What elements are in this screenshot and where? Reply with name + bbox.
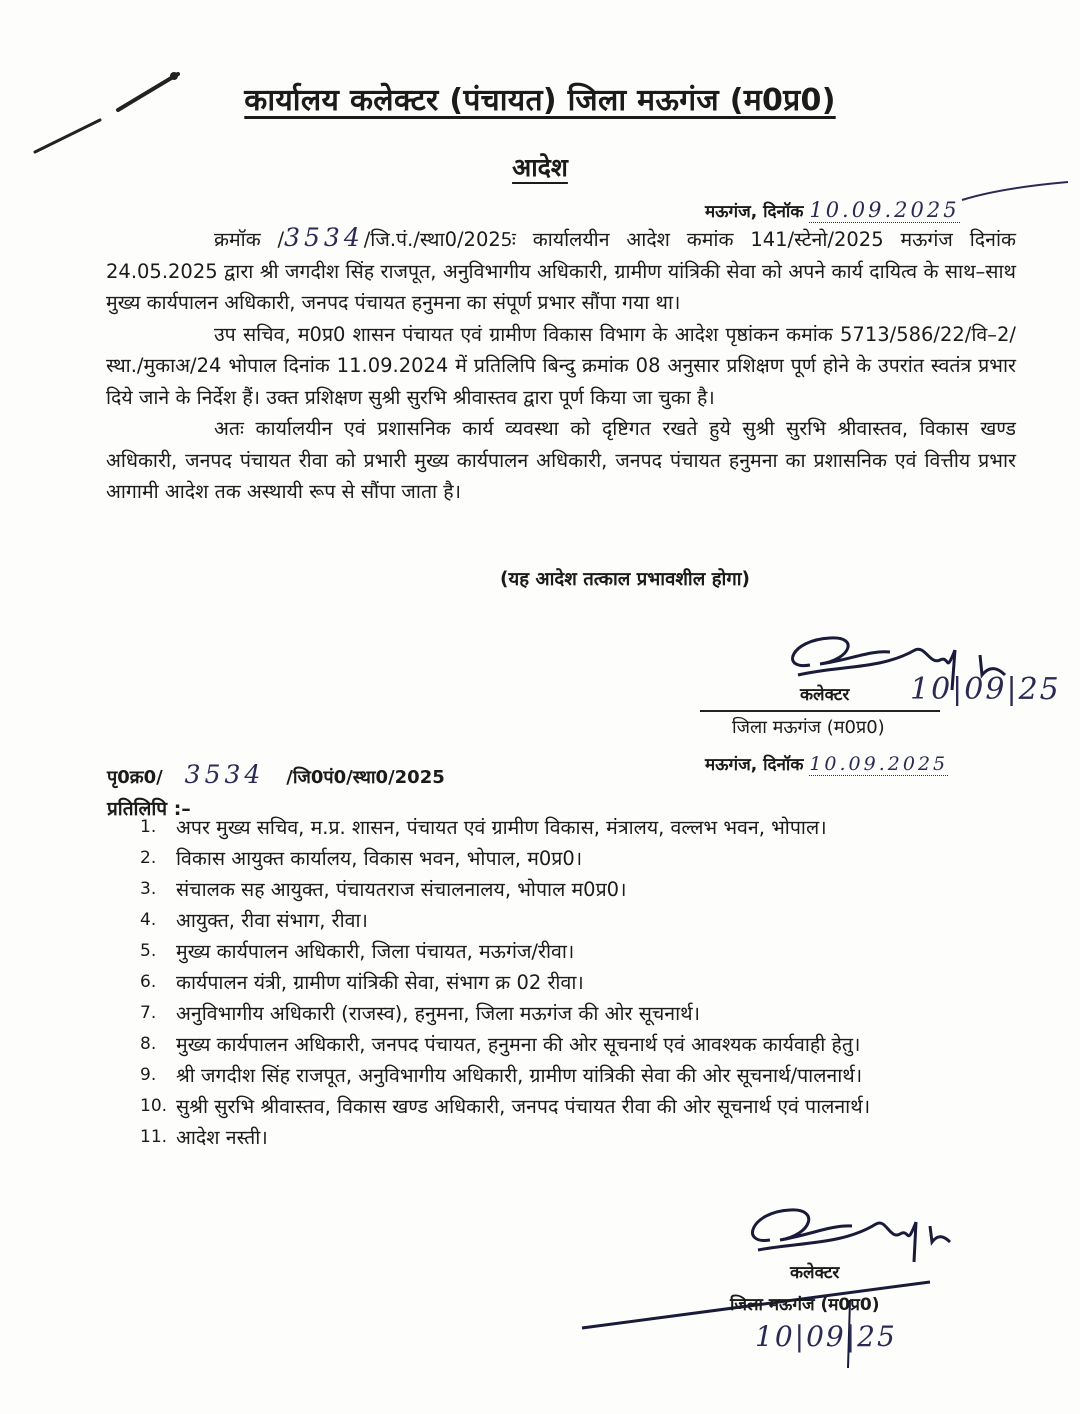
copy-list-item-text: मुख्य कार्यपालन अधिकारी, जनपद पंचायत, हनुमना की ओर सूचनार्थ एवं आवश्यक कार्यवाही हेतु। xyxy=(176,1033,861,1056)
order-handwritten-date: 10.09.2025 xyxy=(809,198,960,222)
endorsement-date-line xyxy=(705,752,948,776)
copy-list-item xyxy=(140,812,1020,843)
order-paragraph-2: उप सचिव, म0प्र0 शासन पंचायत एवं ग्रामीण विकास विभाग के आदेश पृष्ठांकन कमांक 5713/586/22/वि–2/स्था./मुकाअ/24 भोपाल दिनांक 11.09.2024 में प्रतिलिपि बिन्दु क्रमांक 08 अनुसार प्रशिक्षण पूर्ण होने के उपरांत स्वतंत्र प्रभार दिये जाने के निर्देश हैं। उक्त प्रशिक्षण सुश्री सुरभि श्रीवास्तव द्वारा पूर्ण किया जा चुका है। xyxy=(106,322,1016,409)
copy-list-item xyxy=(140,1060,1020,1091)
signature-2-office: जिला मऊगंज (म0प्र0) xyxy=(730,1295,880,1315)
endorsement-prefix: पृ0क्र0/ xyxy=(107,767,163,788)
copy-list-item-text: कार्यपालन यंत्री, ग्रामीण यांत्रिकी सेवा, संभाग क्र 02 रीवा। xyxy=(176,971,584,994)
copy-list-item-number: 4. xyxy=(140,910,157,930)
signature-2-designation: कलेक्टर xyxy=(790,1263,840,1283)
effect-note: (यह आदेश तत्काल प्रभावशील होगा) xyxy=(500,569,750,590)
signature-block-2 xyxy=(580,1190,1060,1390)
collector-signature-2 xyxy=(580,1190,1060,1390)
order-number-prefix: क्रमॉक / xyxy=(214,228,285,251)
copy-list-item-number: 1. xyxy=(140,817,157,837)
copy-list-item xyxy=(140,874,1020,905)
copy-label: प्रतिलिपि :– xyxy=(107,798,191,820)
copy-list-item-text: सुश्री सुरभि श्रीवास्तव, विकास खण्ड अधिकारी, जनपद पंचायत रीवा की ओर सूचनार्थ एवं पालनार्थ। xyxy=(176,1095,871,1118)
copy-list-item xyxy=(140,905,1020,936)
signature-1-designation: कलेक्टर xyxy=(800,685,850,705)
copy-list-item xyxy=(140,967,1020,998)
copy-list-item-text: आयुक्त, रीवा संभाग, रीवा। xyxy=(176,909,368,932)
endorsement-reference xyxy=(107,760,445,789)
copy-list-item xyxy=(140,1029,1020,1060)
office-header xyxy=(0,78,1080,119)
copy-list xyxy=(140,812,1020,1153)
copy-list-item-number: 7. xyxy=(140,1003,157,1023)
order-date-line xyxy=(705,198,960,223)
order-title xyxy=(0,150,1080,184)
copy-list-item xyxy=(140,843,1020,874)
endorsement-handwritten-date: 10.09.2025 xyxy=(809,753,949,775)
copy-list-item-text: मुख्य कार्यपालन अधिकारी, जिला पंचायत, मऊगंज/रीवा। xyxy=(176,940,575,963)
copy-list-item-text: संचालक सह आयुक्त, पंचायतराज संचालनालय, भोपाल म0प्र0। xyxy=(176,878,627,901)
copy-list-item xyxy=(140,998,1020,1029)
copy-list-item xyxy=(140,1122,1020,1153)
endorsement-date-label: मऊगंज, दिनॉक xyxy=(705,755,804,775)
endorsement-handwritten-number: 3534 xyxy=(184,760,265,789)
copy-list-item-text: आदेश नस्ती। xyxy=(176,1126,268,1149)
order-paragraph-1 xyxy=(106,222,1016,319)
copy-list-item-number: 9. xyxy=(140,1065,157,1085)
office-header-title: कार्यालय कलेक्टर (पंचायत) जिला मऊगंज (म0प्र0) xyxy=(244,83,836,118)
order-paragraph-3: अतः कार्यालयीन एवं प्रशासनिक कार्य व्यवस्था को दृष्टिगत रखते हुये सुश्री सुरभि श्रीवास्तव, विकास खण्ड अधिकारी, जनपद पंचायत रीवा को प्रभारी मुख्य कार्यपालन अधिकारी, जनपद पंचायत हनुमना का प्रशासनिक एवं वित्तीय प्रभार आगामी आदेश तक अस्थायी रूप से सौंपा जाता है। xyxy=(106,417,1016,503)
order-title-text: आदेश xyxy=(512,153,568,182)
copy-list-item-text: अपर मुख्य सचिव, म.प्र. शासन, पंचायत एवं ग्रामीण विकास, मंत्रालय, वल्लभ भवन, भोपाल। xyxy=(176,816,827,839)
signature-2-handwritten-date: 10|09|25 xyxy=(755,1320,897,1353)
endorsement-suffix: /जि0पं0/स्था0/2025 xyxy=(286,767,445,788)
copy-list-item-number: 2. xyxy=(140,848,157,868)
copy-list-item-number: 5. xyxy=(140,941,157,961)
signature-1-handwritten-date: 10|09|25 xyxy=(910,672,1061,707)
signature-1-line xyxy=(700,710,940,712)
copy-list-item xyxy=(140,1091,1020,1122)
copy-list-item xyxy=(140,936,1020,967)
date-swoosh-stroke xyxy=(960,178,1070,208)
order-paragraph-1-text: /जि.पं./स्था0/2025ः कार्यालयीन आदेश कमांक 141/स्टेनो/2025 मऊगंज दिनांक 24.05.2025 द्वारा श्री जगदीश सिंह राजपूत, अनुविभागीय अधिकारी, ग्रामीण यांत्रिकी सेवा को अपने कार्य दायित्व के साथ–साथ मुख्य कार्यपालन अधिकारी, जनपद पंचायत हनुमना का संपूर्ण प्रभार सौंपा गया था। xyxy=(106,228,1016,314)
copy-list-item-number: 10. xyxy=(140,1096,168,1116)
copy-list-item-text: श्री जगदीश सिंह राजपूत, अनुविभागीय अधिकारी, ग्रामीण यांत्रिकी सेवा की ओर सूचनार्थ/पालनार्थ। xyxy=(176,1064,863,1087)
copy-list-item-number: 11. xyxy=(140,1127,168,1147)
order-date-label: मऊगंज, दिनॉक xyxy=(705,202,804,222)
copy-list-item-text: विकास आयुक्त कार्यालय, विकास भवन, भोपाल, म0प्र0। xyxy=(176,847,583,870)
copy-list-item-text: अनुविभागीय अधिकारी (राजस्व), हनुमना, जिला मऊगंज की ओर सूचनार्थ। xyxy=(176,1002,700,1025)
copy-list-item-number: 3. xyxy=(140,879,157,899)
order-handwritten-number: 3534 xyxy=(284,223,364,252)
signature-1-office: जिला मऊगंज (म0प्र0) xyxy=(732,717,885,738)
order-body xyxy=(106,222,1016,508)
copy-list-item-number: 6. xyxy=(140,972,157,992)
copy-list-item-number: 8. xyxy=(140,1034,157,1054)
